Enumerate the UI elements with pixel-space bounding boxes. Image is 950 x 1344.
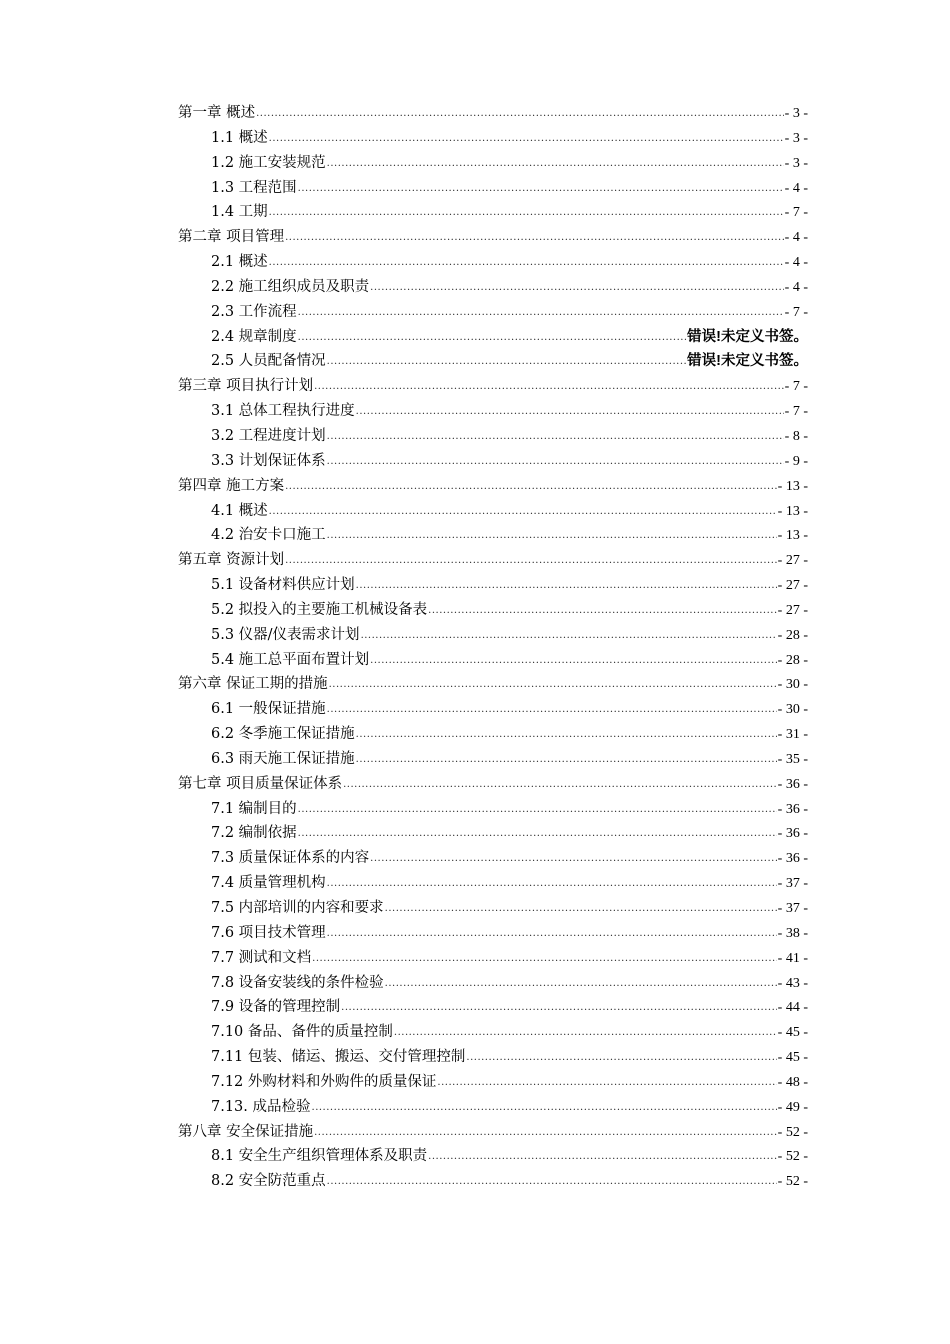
toc-section-entry[interactable] — [178, 250, 808, 275]
toc-dot-leader — [361, 624, 777, 649]
toc-page-number: - 27 - — [777, 578, 808, 594]
toc-chapter-entry[interactable] — [178, 101, 808, 126]
toc-entry-label: 1.4 工期 — [211, 204, 268, 221]
toc-dot-leader — [428, 1145, 777, 1170]
toc-chapter-entry[interactable] — [178, 225, 808, 250]
toc-section-entry[interactable] — [178, 126, 808, 151]
toc-dot-leader — [428, 599, 777, 624]
toc-page-number: - 7 - — [784, 304, 808, 320]
toc-entry-label: 2.1 概述 — [211, 254, 268, 271]
toc-dot-leader — [285, 475, 777, 500]
toc-dot-leader — [327, 698, 777, 723]
toc-page-error: 错误!未定义书签。 — [687, 328, 808, 345]
toc-page-number: - 43 - — [777, 975, 808, 991]
toc-section-entry[interactable] — [178, 1070, 808, 1095]
toc-page-number: - 7 - — [784, 404, 808, 420]
table-of-contents — [178, 101, 808, 1194]
toc-chapter-entry[interactable] — [178, 548, 808, 573]
toc-section-entry[interactable] — [178, 871, 808, 896]
toc-page-number: - 3 - — [784, 155, 808, 171]
toc-page-number: - 8 - — [784, 428, 808, 444]
toc-dot-leader — [394, 1021, 777, 1046]
toc-entry-label: 第一章 概述 — [178, 105, 256, 121]
toc-page-number: - 36 - — [777, 776, 808, 792]
toc-section-entry[interactable] — [178, 971, 808, 996]
toc-entry-label: 第二章 项目管理 — [178, 229, 285, 246]
toc-section-entry[interactable] — [178, 573, 808, 598]
toc-entry-label: 5.4 施工总平面布置计划 — [211, 651, 370, 668]
toc-entry-label: 第六章 保证工期的措施 — [178, 676, 328, 693]
toc-entry-label: 7.12 外购材料和外购件的质量保证 — [211, 1073, 437, 1090]
toc-entry-label: 7.9 设备的管理控制 — [211, 999, 341, 1016]
toc-entry-label: 1.3 工程范围 — [211, 179, 297, 196]
toc-dot-leader — [312, 1096, 777, 1121]
toc-entry-label: 第三章 项目执行计划 — [178, 378, 314, 395]
toc-section-entry[interactable] — [178, 995, 808, 1020]
toc-dot-leader — [314, 375, 784, 400]
toc-dot-leader — [327, 524, 777, 549]
toc-section-entry[interactable] — [178, 921, 808, 946]
toc-dot-leader — [314, 1121, 777, 1146]
toc-section-entry[interactable] — [178, 200, 808, 225]
toc-entry-label: 7.8 设备安装线的条件检验 — [211, 974, 384, 991]
toc-entry-label: 5.3 仪器/仪表需求计划 — [211, 626, 360, 643]
toc-entry-label: 7.13. 成品检验 — [211, 1098, 311, 1115]
toc-dot-leader — [356, 748, 777, 773]
toc-dot-leader — [385, 972, 777, 997]
toc-page-number: - 3 - — [784, 130, 808, 146]
toc-page-number: - 4 - — [784, 255, 808, 271]
toc-page-number: - 13 - — [777, 478, 808, 494]
toc-dot-leader — [269, 201, 784, 226]
toc-entry-label: 第五章 资源计划 — [178, 552, 285, 569]
toc-entry-label: 4.2 治安卡口施工 — [211, 527, 326, 544]
toc-entry-label: 8.2 安全防范重点 — [211, 1173, 326, 1190]
toc-page-number: - 36 - — [777, 851, 808, 867]
toc-page-number: - 52 - — [777, 1174, 808, 1190]
toc-dot-leader — [370, 847, 777, 872]
toc-section-entry[interactable] — [178, 747, 808, 772]
toc-chapter-entry[interactable] — [178, 672, 808, 697]
toc-page-number: - 37 - — [777, 876, 808, 892]
toc-section-entry[interactable] — [178, 722, 808, 747]
toc-chapter-entry[interactable] — [178, 474, 808, 499]
toc-section-entry[interactable] — [178, 176, 808, 201]
toc-page-error: 错误!未定义书签。 — [687, 353, 808, 370]
toc-entry-label: 7.11 包装、储运、搬运、交付管理控制 — [211, 1049, 466, 1066]
toc-entry-label: 8.1 安全生产组织管理体系及职责 — [211, 1148, 428, 1165]
toc-dot-leader — [256, 102, 784, 127]
toc-dot-leader — [466, 1046, 776, 1071]
toc-entry-label: 7.1 编制目的 — [211, 800, 297, 817]
toc-dot-leader — [329, 673, 777, 698]
toc-section-entry[interactable] — [178, 1144, 808, 1169]
toc-section-entry[interactable] — [178, 648, 808, 673]
toc-page-number: - 28 - — [777, 652, 808, 668]
toc-page-number: - 41 - — [777, 950, 808, 966]
toc-entry-label: 第四章 施工方案 — [178, 477, 285, 494]
toc-section-entry[interactable] — [178, 523, 808, 548]
toc-page-number: - 36 - — [777, 801, 808, 817]
toc-page-number: - 45 - — [777, 1025, 808, 1041]
toc-entry-label: 2.3 工作流程 — [211, 303, 297, 320]
toc-entry-label: 4.1 概述 — [211, 502, 268, 519]
toc-page-number: - 45 - — [777, 1050, 808, 1066]
toc-page-number: - 52 - — [777, 1149, 808, 1165]
toc-entry-label: 6.2 冬季施工保证措施 — [211, 726, 355, 743]
toc-section-entry[interactable] — [178, 797, 808, 822]
toc-page-number: - 3 - — [784, 106, 808, 121]
toc-section-entry[interactable] — [178, 1045, 808, 1070]
toc-entry-label: 第七章 项目质量保证体系 — [178, 775, 343, 792]
toc-page-number: - 52 - — [777, 1124, 808, 1140]
toc-page-number: - 4 - — [784, 180, 808, 196]
toc-dot-leader — [356, 574, 777, 599]
toc-section-entry[interactable] — [178, 896, 808, 921]
toc-page-number: - 48 - — [777, 1074, 808, 1090]
toc-section-entry[interactable] — [178, 151, 808, 176]
toc-page-number: - 4 - — [784, 230, 808, 246]
toc-entry-label: 1.1 概述 — [211, 129, 268, 146]
toc-chapter-entry[interactable] — [178, 1120, 808, 1145]
toc-entry-label: 2.5 人员配备情况 — [211, 353, 326, 370]
toc-dot-leader — [370, 276, 784, 301]
toc-dot-leader — [269, 251, 784, 276]
toc-entry-label: 7.4 质量管理机构 — [211, 875, 326, 892]
toc-section-entry[interactable] — [178, 300, 808, 325]
toc-section-entry[interactable] — [178, 697, 808, 722]
toc-dot-leader — [285, 226, 784, 251]
toc-page-number: - 27 - — [777, 553, 808, 569]
toc-section-entry[interactable] — [178, 349, 808, 374]
toc-dot-leader — [327, 350, 687, 375]
toc-section-entry[interactable] — [178, 1020, 808, 1045]
toc-page-number: - 7 - — [784, 205, 808, 221]
toc-section-entry[interactable] — [178, 846, 808, 871]
toc-entry-label: 3.1 总体工程执行进度 — [211, 403, 355, 420]
toc-dot-leader — [327, 872, 777, 897]
toc-chapter-entry[interactable] — [178, 772, 808, 797]
toc-entry-label: 6.3 雨天施工保证措施 — [211, 750, 355, 767]
toc-dot-leader — [356, 400, 784, 425]
toc-section-entry[interactable] — [178, 598, 808, 623]
toc-page-number: - 30 - — [777, 702, 808, 718]
toc-section-entry[interactable] — [178, 449, 808, 474]
toc-page-number: - 31 - — [777, 727, 808, 743]
toc-page-number: - 9 - — [784, 453, 808, 469]
toc-page-number: - 49 - — [777, 1099, 808, 1115]
toc-page-number: - 13 - — [777, 528, 808, 544]
toc-dot-leader — [343, 773, 777, 798]
toc-dot-leader — [327, 450, 784, 475]
toc-section-entry[interactable] — [178, 946, 808, 971]
toc-dot-leader — [370, 649, 777, 674]
toc-page-number: - 37 - — [777, 901, 808, 916]
toc-dot-leader — [385, 897, 777, 922]
toc-section-entry[interactable] — [178, 623, 808, 648]
toc-dot-leader — [298, 798, 777, 823]
toc-dot-leader — [341, 996, 777, 1021]
toc-chapter-entry[interactable] — [178, 374, 808, 399]
toc-entry-label: 5.1 设备材料供应计划 — [211, 577, 355, 594]
toc-entry-label: 7.2 编制依据 — [211, 825, 297, 842]
toc-section-entry[interactable] — [178, 821, 808, 846]
toc-section-entry[interactable] — [178, 424, 808, 449]
toc-entry-label: 2.4 规章制度 — [211, 328, 297, 345]
toc-dot-leader — [356, 723, 777, 748]
toc-entry-label: 2.2 施工组织成员及职责 — [211, 278, 370, 295]
toc-entry-label: 7.10 备品、备件的质量控制 — [211, 1024, 393, 1041]
toc-section-entry[interactable] — [178, 1095, 808, 1120]
toc-entry-label: 1.2 施工安装规范 — [211, 154, 326, 171]
toc-entry-label: 3.2 工程进度计划 — [211, 427, 326, 444]
toc-dot-leader — [298, 326, 687, 351]
toc-section-entry[interactable] — [178, 399, 808, 424]
toc-entry-label: 7.3 质量保证体系的内容 — [211, 850, 370, 867]
toc-entry-label: 3.3 计划保证体系 — [211, 452, 326, 469]
toc-page-number: - 36 - — [777, 826, 808, 842]
toc-entry-label: 7.6 项目技术管理 — [211, 924, 326, 941]
toc-page-number: - 30 - — [777, 677, 808, 693]
toc-dot-leader — [269, 500, 777, 525]
toc-page-number: - 13 - — [777, 503, 808, 519]
toc-dot-leader — [285, 549, 777, 574]
toc-dot-leader — [327, 425, 784, 450]
toc-page-number: - 7 - — [784, 379, 808, 395]
toc-dot-leader — [327, 1170, 777, 1195]
toc-entry-label: 7.7 测试和文档 — [211, 949, 312, 966]
toc-page-number: - 35 - — [777, 751, 808, 767]
toc-entry-label: 6.1 一般保证措施 — [211, 701, 326, 718]
toc-page-number: - 38 - — [777, 925, 808, 941]
toc-entry-label: 5.2 拟投入的主要施工机械设备表 — [211, 601, 428, 618]
toc-page-number: - 27 - — [777, 602, 808, 618]
toc-dot-leader — [298, 822, 777, 847]
toc-dot-leader — [312, 947, 777, 972]
toc-entry-label: 第八章 安全保证措施 — [178, 1123, 314, 1140]
toc-section-entry[interactable] — [178, 1169, 808, 1194]
toc-entry-label: 7.5 内部培训的内容和要求 — [211, 900, 384, 916]
toc-dot-leader — [327, 922, 777, 947]
toc-section-entry[interactable] — [178, 499, 808, 524]
toc-section-entry[interactable] — [178, 275, 808, 300]
toc-section-entry[interactable] — [178, 325, 808, 350]
toc-dot-leader — [437, 1071, 776, 1096]
toc-dot-leader — [298, 177, 784, 202]
toc-page-number: - 4 - — [784, 279, 808, 295]
toc-dot-leader — [269, 127, 784, 152]
toc-dot-leader — [327, 152, 784, 177]
toc-page-number: - 44 - — [777, 1000, 808, 1016]
toc-dot-leader — [298, 301, 784, 326]
toc-page-number: - 28 - — [777, 627, 808, 643]
